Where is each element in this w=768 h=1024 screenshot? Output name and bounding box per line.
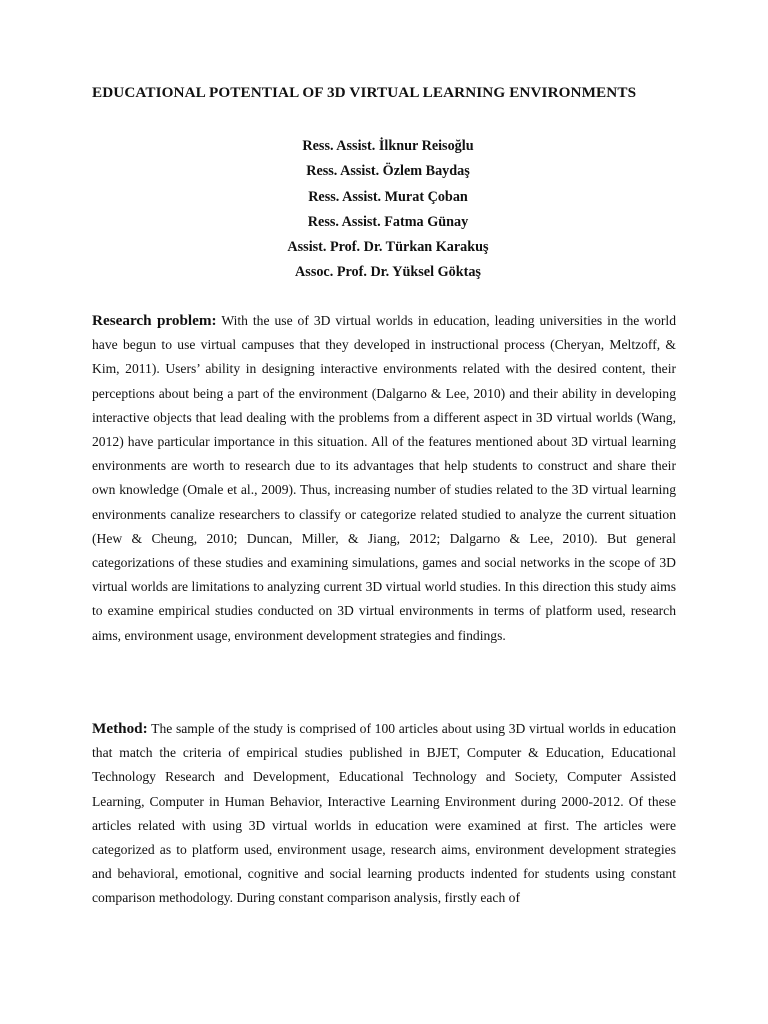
research-problem-text: With the use of 3D virtual worlds in education, leading universities in the world have begun to use virtual campuses that they developed in instructional process (Cheryan, Meltzoff, & Kim, 2011). Users’ ability in designing interactive environments related with the desired content, their perceptions about being a part of the environment (Dalgarno & Lee, 2010) and their ability in developing interactive objects that lead dealing with the problems from a different aspect in 3D virtual worlds (Wang, 2012) have particular importance in this situation. All of the features mentioned about 3D virtual learning environments are worth to research due to its advantages that help students to construct and share their own knowledge (Omale et al., 2009). Thus, increasing number of studies related to the 3D virtual learning environments canalize researchers to classify or categorize related studied to analyze the current situation (Hew & Cheung, 2010; Duncan, Miller, & Jiang, 2012; Dalgarno & Lee, 2010). But general categorizations of these studies and examining simulations, games and social networks in the scope of 3D virtual worlds are limitations to analyzing current 3D virtual world studies. In this direction this study aims to examine empirical studies conducted on 3D virtual environments in terms of platform used, research aims, environment usage, environment development strategies and findings. bbox=[92, 313, 676, 643]
author-name: Ress. Assist. Özlem Baydaş bbox=[306, 163, 470, 180]
document-title: EDUCATIONAL POTENTIAL OF 3D VIRTUAL LEARNING ENVIRONMENTS bbox=[92, 84, 637, 101]
method-paragraph bbox=[92, 717, 676, 911]
author-name: Assist. Prof. Dr. Türkan Karakuş bbox=[287, 239, 489, 256]
method-heading: Method: bbox=[92, 720, 148, 737]
author-list bbox=[0, 134, 768, 286]
research-problem-heading: Research problem: bbox=[92, 312, 217, 329]
author-name: Ress. Assist. İlknur Reisoğlu bbox=[302, 138, 474, 154]
author-name: Ress. Assist. Fatma Günay bbox=[307, 213, 469, 230]
author-name: Ress. Assist. Murat Çoban bbox=[308, 188, 468, 205]
research-problem-paragraph bbox=[92, 309, 676, 648]
author-name: Assoc. Prof. Dr. Yüksel Göktaş bbox=[295, 264, 481, 281]
method-text: The sample of the study is comprised of 100 articles about using 3D virtual worlds in education that match the criteria of empirical studies published in BJET, Computer & Education, Educational Technology Research and Development, Educational Technology and Society, Computer Assisted Learning, Computer in Human Behavior, Interactive Learning Environment during 2000-2012. Of these articles related with using 3D virtual worlds in education were examined at first. The articles were categorized as to platform used, environment usage, research aims, environment development strategies and behavioral, emotional, cognitive and social learning products indented for students using constant comparison methodology. During constant comparison analysis, firstly each of bbox=[92, 721, 677, 906]
